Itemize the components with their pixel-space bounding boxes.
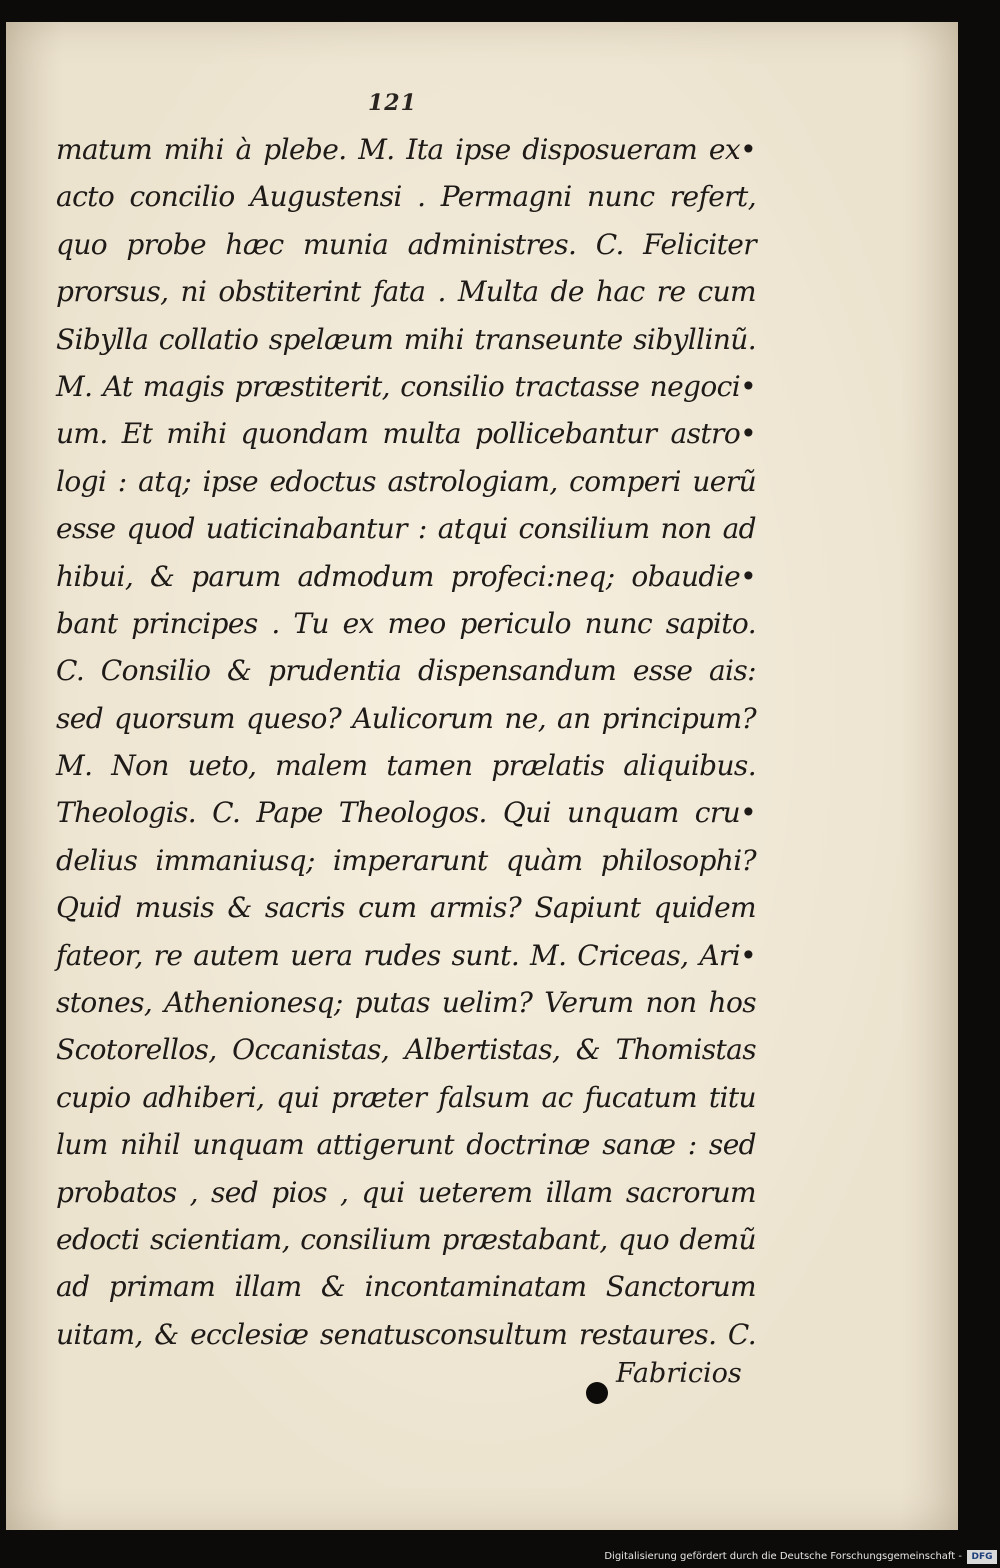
text-line: um. Et mihi quondam multa pollicebantur astro• [56, 417, 756, 451]
text-line: M. At magis præstiterit, consilio tractasse negoci• [56, 369, 756, 403]
text-line: esse quod uaticinabantur : atqui consilium non ad [56, 512, 756, 546]
text-line: cupio adhiberi, qui præter falsum ac fucatum titu [56, 1080, 756, 1114]
text-line: Scotorellos, Occanistas, Albertistas, & Thomistas [56, 1033, 756, 1067]
text-line: edocti scientiam, consilium præstabant, quo demũ [56, 1222, 756, 1256]
text-line: delius immaniusq; imperarunt quàm philosophi? [56, 843, 756, 877]
digitization-credit: Digitalisierung gefördert durch die Deutsche Forschungsgemeinschaft - [604, 1551, 962, 1562]
text-block [56, 126, 756, 1358]
text-line: acto concilio Augustensi . Permagni nunc refert, [56, 180, 756, 214]
text-line: stones, Athenionesq; putas uelim? Verum non hos [56, 986, 756, 1020]
text-line: prorsus, ni obstiterint fata . Multa de hac re cum [56, 275, 756, 309]
text-line: logi : atq; ipse edoctus astrologiam, comperi uerũ [56, 464, 756, 498]
text-line: quo probe hæc munia administres. C. Feliciter [56, 227, 756, 261]
text-line: fateor, re autem uera rudes sunt. M. Criceas, Ari• [56, 938, 756, 972]
text-line: matum mihi à plebe. M. Ita ipse disposueram ex• [56, 133, 756, 166]
text-line: ad primam illam & incontaminatam Sanctorum [56, 1270, 756, 1304]
catchword: Fabricios [616, 1358, 742, 1389]
text-line: lum nihil unquam attigerunt doctrinæ sanæ : sed [56, 1128, 756, 1162]
book-page [6, 22, 958, 1530]
dfg-logo: DFG [967, 1550, 997, 1564]
text-line: Theologis. C. Pape Theologos. Qui unquam cru• [56, 796, 756, 830]
text-line: sed quorsum queso? Aulicorum ne, an principum? [56, 701, 756, 735]
text-line: uitam, & ecclesiæ senatusconsultum restaures. C. [56, 1317, 756, 1351]
text-line: probatos , sed pios , qui ueterem illam sacrorum [56, 1175, 756, 1209]
text-line: hibui, & parum admodum profeci:neq; obaudie• [56, 559, 756, 593]
page-number: 121 [368, 90, 417, 116]
text-line: C. Consilio & prudentia dispensandum esse ais: [56, 654, 756, 688]
text-line: Sibylla collatio spelæum mihi transeunte sibyllinũ. [56, 322, 756, 356]
ink-blot [586, 1382, 608, 1404]
text-line: M. Non ueto, malem tamen prælatis aliquibus. [56, 749, 756, 783]
text-line: bant principes . Tu ex meo periculo nunc sapito. [56, 606, 756, 640]
text-line: Quid musis & sacris cum armis? Sapiunt quidem [56, 891, 756, 925]
